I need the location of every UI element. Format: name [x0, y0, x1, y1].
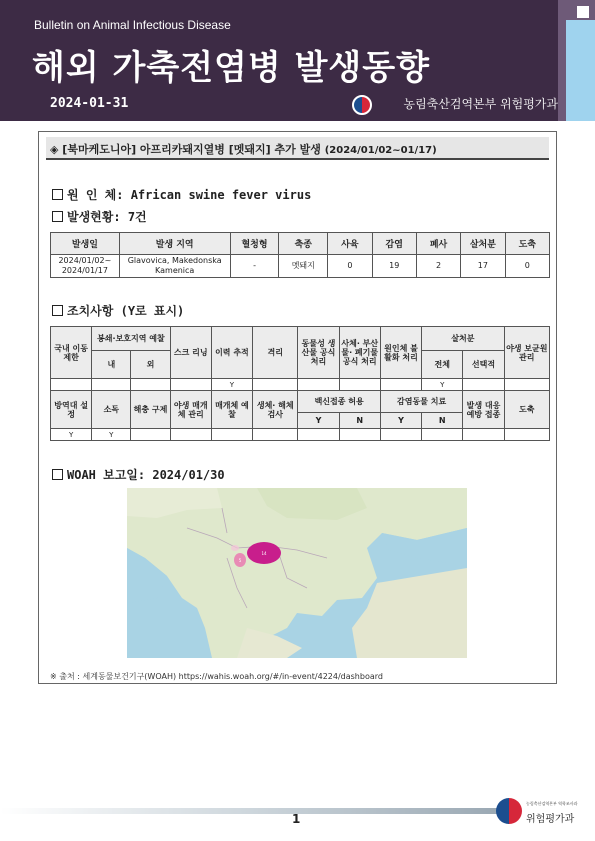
cell-raised: 0 — [328, 255, 372, 278]
h-vector-surv: 매개체 예찰 — [211, 391, 252, 429]
h-culling-all: 전체 — [422, 351, 463, 379]
header-accent-square — [577, 6, 589, 18]
status-label: 발생현황 — [67, 210, 114, 224]
report-title-text: ◈ [북마케도니아] 아프리카돼지열병 [멧돼지] 추가 발생 — [50, 143, 321, 156]
h-wild: 야생 보균원 관리 — [504, 327, 549, 379]
measures-line — [52, 302, 184, 319]
bulletin-date: 2024-01-31 — [50, 96, 129, 111]
value-cell — [211, 429, 252, 441]
footer-org: 위험평가과 — [526, 814, 575, 825]
h-culling: 살처분 — [422, 327, 504, 351]
h-slaughter: 도축 — [504, 391, 549, 429]
cell-date: 2024/01/02~ 2024/01/17 — [51, 255, 120, 278]
col-raised: 사육 — [328, 233, 372, 255]
value-cell — [298, 429, 339, 441]
value-cell — [339, 379, 380, 391]
footer-logo-icon — [496, 798, 522, 824]
cause-line: 원 인 체: African swine fever virus — [52, 186, 311, 203]
col-dead: 폐사 — [416, 233, 460, 255]
h-yes: Y — [380, 413, 421, 429]
table-header-row — [51, 233, 550, 255]
h-treat: 감염동물 치료 — [380, 391, 462, 413]
h-zone-in: 내 — [92, 351, 131, 379]
h-inactivation: 원인체 불활화 처리 — [380, 327, 421, 379]
status-line: 발생현황: 7건 — [52, 208, 147, 225]
h-vaccine: 백신접종 허용 — [298, 391, 380, 413]
status-value: 7건 — [127, 210, 147, 224]
page-number: 1 — [292, 812, 301, 826]
cell-species: 멧돼지 — [279, 255, 328, 278]
col-region: 발생 지역 — [119, 233, 230, 255]
value-cell — [170, 429, 211, 441]
h-biosecurity: 생체· 해체 검사 — [253, 391, 298, 429]
col-culled: 살처분 — [461, 233, 505, 255]
marker-label-large: 14 — [261, 551, 267, 556]
report-title — [46, 137, 549, 160]
source-note: ※ 출처 : 세계동물보건기구(WOAH) https://wahis.woah.org/#/in-event/4224/dashboard — [50, 672, 383, 681]
bulletin-label: Bulletin on Animal Infectious Disease — [34, 18, 231, 32]
cell-region: Glavovica, Makedonska Kamenica — [119, 255, 230, 278]
cell-slaughtered: 0 — [505, 255, 549, 278]
org-name: 농림축산검역본부 위험평가과 — [403, 97, 558, 111]
h-zone-set: 방역대 설정 — [51, 391, 92, 429]
woah-label: WOAH 보고일 — [67, 468, 138, 482]
checkbox-icon — [52, 189, 63, 200]
value-cell: Y — [422, 379, 463, 391]
value-cell: Y — [92, 429, 131, 441]
col-date: 발생일 — [51, 233, 120, 255]
value-cell — [298, 379, 339, 391]
table-row — [51, 429, 550, 441]
value-cell: Y — [211, 379, 252, 391]
cell-dead: 2 — [416, 255, 460, 278]
outbreak-table — [50, 232, 550, 278]
value-cell — [131, 379, 170, 391]
value-cell — [339, 429, 380, 441]
measures-table — [50, 326, 550, 441]
measures-title: 조치사항 (Y로 표시) — [67, 304, 185, 318]
value-cell — [463, 379, 504, 391]
checkbox-icon — [52, 469, 63, 480]
cause-value: African swine fever virus — [130, 188, 312, 202]
woah-date: 2024/01/30 — [152, 468, 225, 482]
header-accent-blue — [566, 20, 595, 121]
h-official-destroy: 동물성 생산물 공식 처리 — [298, 327, 339, 379]
value-cell — [380, 429, 421, 441]
value-cell — [380, 379, 421, 391]
value-cell — [92, 379, 131, 391]
value-cell — [131, 429, 170, 441]
value-cell — [253, 429, 298, 441]
h-no: N — [422, 413, 463, 429]
table-row — [51, 255, 550, 278]
h-trace: 이력 추적 — [211, 327, 252, 379]
value-cell — [504, 429, 549, 441]
map-svg — [127, 488, 467, 658]
value-cell — [170, 379, 211, 391]
cause-label: 원 인 체 — [67, 188, 117, 202]
cell-culled: 17 — [461, 255, 505, 278]
h-prevent: 발생 대응 예방 접종 — [463, 391, 504, 429]
h-vector: 해충 구제 — [131, 391, 170, 429]
cell-serotype: - — [230, 255, 279, 278]
h-domestic: 국내 이동 제한 — [51, 327, 92, 379]
org-logo-icon — [352, 95, 372, 115]
h-yes: Y — [298, 413, 339, 429]
h-zone-out: 외 — [131, 351, 170, 379]
value-cell — [504, 379, 549, 391]
value-cell — [253, 379, 298, 391]
value-cell — [422, 429, 463, 441]
marker-label-small: 5 — [238, 558, 242, 563]
value-cell: Y — [51, 429, 92, 441]
woah-line: WOAH 보고일: 2024/01/30 — [52, 466, 225, 483]
h-wild-reservoir: 야생 매개체 관리 — [170, 391, 211, 429]
value-cell — [463, 429, 504, 441]
page-title: 해외 가축전염병 발생동향 — [32, 48, 430, 88]
h-screening: 스크 리닝 — [170, 327, 211, 379]
h-zone: 봉쇄·보호지역 예찰 — [92, 327, 170, 351]
h-disinfect: 소독 — [92, 391, 131, 429]
col-species: 축종 — [279, 233, 328, 255]
col-infected: 감염 — [372, 233, 416, 255]
report-period: (2024/01/02~01/17) — [324, 145, 437, 156]
outbreak-map — [127, 488, 467, 658]
checkbox-icon — [52, 211, 63, 222]
h-carcass: 사체· 부산물· 폐기물 공식 처리 — [339, 327, 380, 379]
value-cell — [51, 379, 92, 391]
cell-infected: 19 — [372, 255, 416, 278]
table-row — [51, 379, 550, 391]
col-serotype: 혈청형 — [230, 233, 279, 255]
outbreak-marker-halo — [231, 545, 239, 551]
h-culling-sel: 선택적 — [463, 351, 504, 379]
h-no: N — [339, 413, 380, 429]
footer-rule — [0, 808, 500, 814]
col-slaughtered: 도축 — [505, 233, 549, 255]
h-quarantine: 격리 — [253, 327, 298, 379]
checkbox-icon — [52, 305, 63, 316]
footer-org-small: 농림축산검역본부 역학조사과 — [526, 801, 578, 806]
